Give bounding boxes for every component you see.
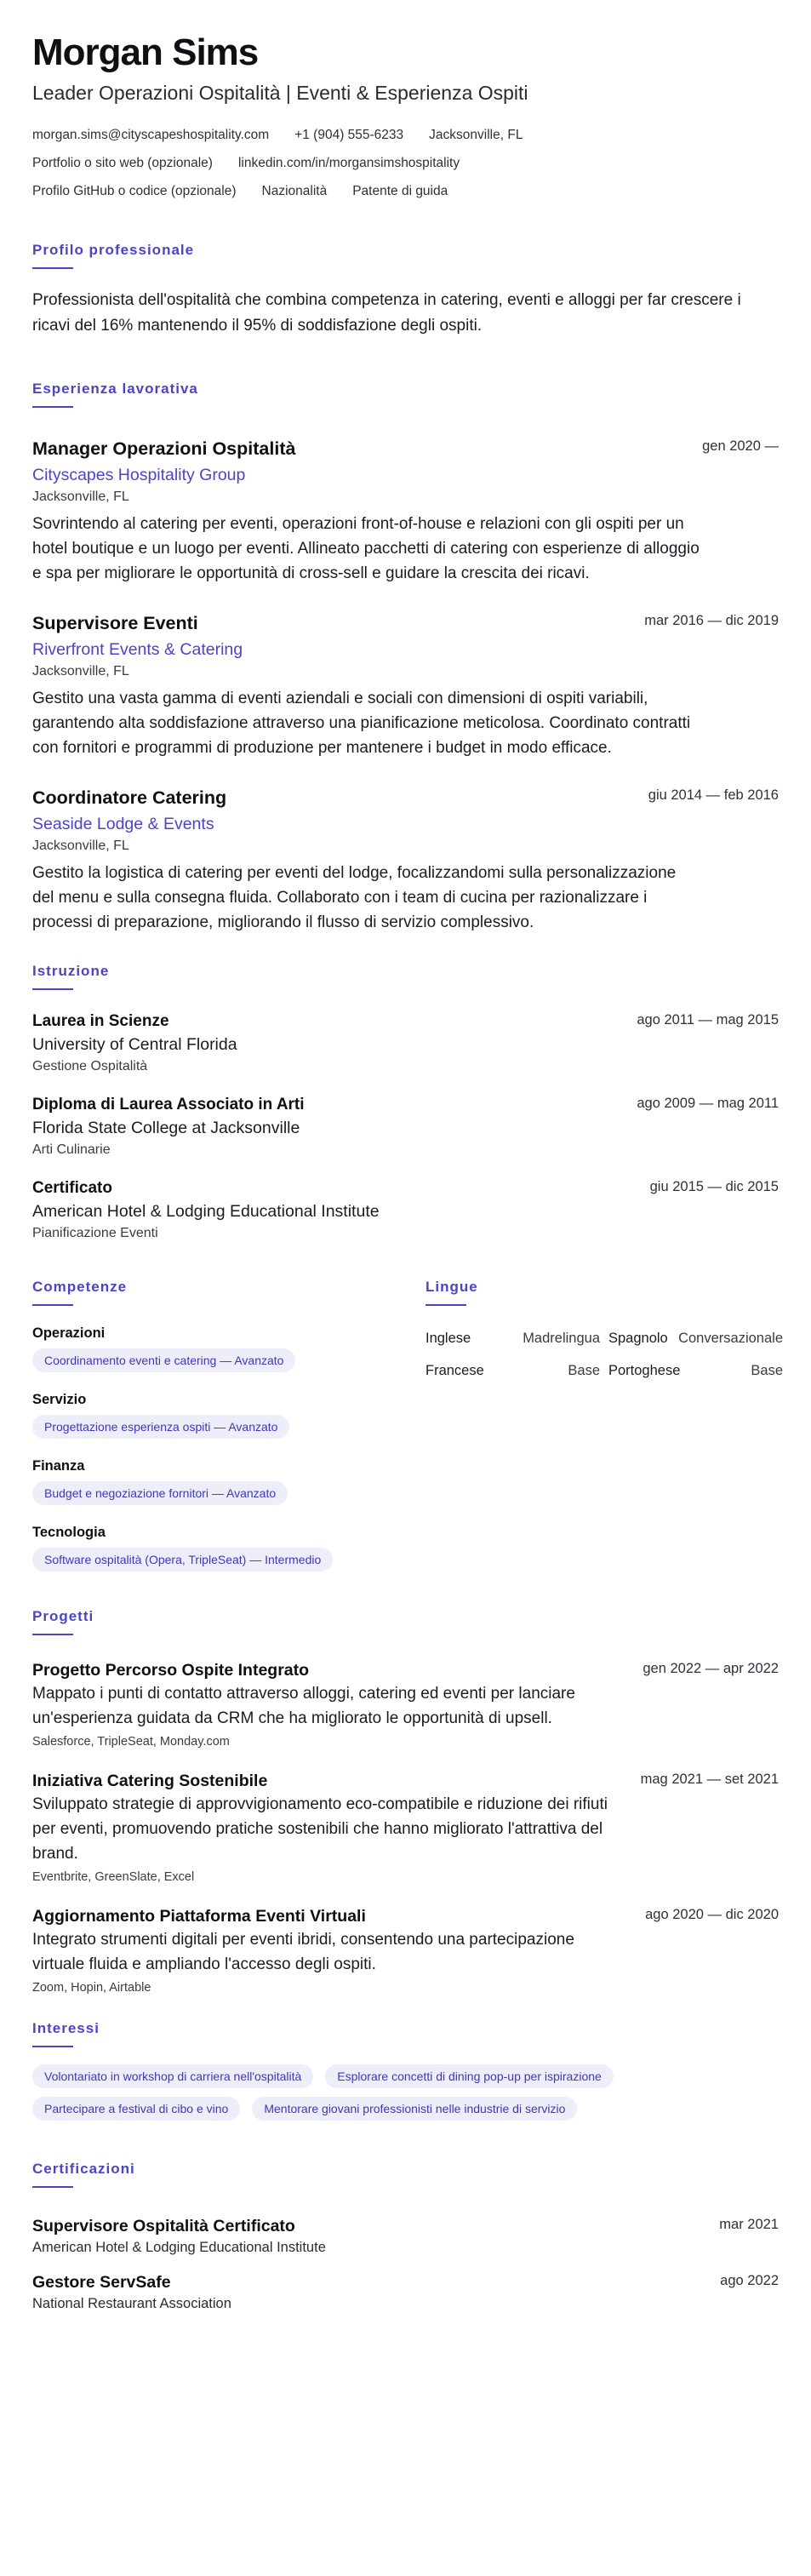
job-location: Jacksonville, FL <box>32 839 129 853</box>
project-dates: gen 2022 — apr 2022 <box>643 1661 779 1676</box>
job-title: Coordinatore Catering <box>32 787 227 808</box>
interest-chip: Volontariato in workshop di carriera nell'ospitalità <box>32 2064 313 2088</box>
skill-category: Finanza <box>32 1458 85 1474</box>
summary-heading: Profilo professionale <box>32 241 779 269</box>
job-dates: giu 2014 — feb 2016 <box>648 787 779 803</box>
language-level: Madrelingua <box>523 1331 600 1346</box>
contact-linkedin[interactable]: linkedin.com/in/morgansimshospitality <box>237 156 460 170</box>
company-name: Riverfront Events & Catering <box>32 640 243 659</box>
language-item <box>425 1360 608 1381</box>
education-list <box>32 1010 779 1244</box>
education-heading: Istruzione <box>32 962 779 990</box>
field-of-study: Gestione Ospitalità <box>32 1059 148 1073</box>
contact-location: Jacksonville, FL <box>429 128 523 142</box>
skill-group <box>32 1323 425 1372</box>
job-description: Sovrintendo al catering per eventi, operazioni front-of-house e relazioni con gli ospiti per un hotel boutique e un luogo per eventi. Allineato pacchetti di catering con esperienze di alloggio e spa per migliorare le opportunità di cross-sell e guidare la crescita dei ricavi. <box>32 515 700 582</box>
language-name: Inglese <box>425 1331 471 1346</box>
interest-chip: Mentorare giovani professionisti nelle industrie di servizio <box>252 2097 577 2121</box>
interests-heading: Interessi <box>32 2019 779 2047</box>
contact-phone[interactable]: +1 (904) 555-6233 <box>294 128 404 142</box>
projects-heading: Progetti <box>32 1607 779 1635</box>
skill-group <box>32 1389 425 1439</box>
education-dates: ago 2009 — mag 2011 <box>637 1096 779 1111</box>
certification-issuer: American Hotel & Lodging Educational Institute <box>32 2240 326 2255</box>
skill-chip: Progettazione esperienza ospiti — Avanzato <box>32 1415 289 1439</box>
skills-section <box>32 1278 425 1571</box>
certification-date: mar 2021 <box>719 2217 779 2232</box>
languages-heading: Lingue <box>425 1278 779 1306</box>
project-item <box>32 1905 779 1997</box>
skill-group <box>32 1456 425 1505</box>
certification-name: Supervisore Ospitalità Certificato <box>32 2217 295 2235</box>
candidate-name: Morgan Sims <box>32 31 259 73</box>
certifications-list <box>32 2215 779 2314</box>
education-item <box>32 1010 779 1077</box>
certification-issuer: National Restaurant Association <box>32 2296 231 2311</box>
job-title: Manager Operazioni Ospitalità <box>32 438 296 459</box>
language-level: Base <box>751 1363 783 1378</box>
certification-date: ago 2022 <box>720 2273 779 2288</box>
school-name: American Hotel & Lodging Educational Institute <box>32 1202 380 1221</box>
job-dates: mar 2016 — dic 2019 <box>644 613 779 628</box>
project-tools: Salesforce, TripleSeat, Monday.com <box>32 1735 230 1749</box>
job-title: Supervisore Eventi <box>32 613 198 633</box>
contact-info <box>32 121 577 205</box>
contact-github[interactable]: Profilo GitHub o codice (opzionale) <box>32 184 237 198</box>
certification-name: Gestore ServSafe <box>32 2273 171 2292</box>
certification-item <box>32 2215 779 2258</box>
summary-text: Professionista dell'ospitalità che combina competenza in catering, eventi e alloggi per far crescere i ricavi del 16% mantenendo il 95% di soddisfazione degli ospiti. <box>32 291 741 335</box>
degree-title: Certificato <box>32 1179 112 1197</box>
project-item <box>32 1770 779 1886</box>
degree-title: Laurea in Scienze <box>32 1012 169 1030</box>
contact-nationality: Nazionalità <box>261 184 328 198</box>
field-of-study: Pianificazione Eventi <box>32 1226 158 1240</box>
skill-category: Tecnologia <box>32 1525 106 1540</box>
project-tools: Zoom, Hopin, Airtable <box>32 1981 151 1995</box>
job-location: Jacksonville, FL <box>32 489 129 504</box>
language-item <box>425 1328 608 1348</box>
project-item <box>32 1659 779 1751</box>
experience-item <box>32 437 779 586</box>
project-dates: ago 2020 — dic 2020 <box>645 1907 779 1922</box>
job-location: Jacksonville, FL <box>32 664 129 678</box>
project-name: Iniziativa Catering Sostenibile <box>32 1772 268 1790</box>
language-item <box>608 1360 791 1381</box>
candidate-headline: Leader Operazioni Ospitalità | Eventi & Esperienza Ospiti <box>32 82 528 104</box>
languages-section <box>425 1278 783 1571</box>
project-name: Progetto Percorso Ospite Integrato <box>32 1661 310 1680</box>
language-item <box>608 1328 791 1348</box>
education-item <box>32 1177 779 1244</box>
language-level: Conversazionale <box>678 1331 783 1346</box>
skill-chip: Software ospitalità (Opera, TripleSeat) — Intermedio <box>32 1548 333 1571</box>
interest-chip: Partecipare a festival di cibo e vino <box>32 2097 240 2121</box>
project-tools: Eventbrite, GreenSlate, Excel <box>32 1870 195 1884</box>
languages-grid <box>425 1328 783 1381</box>
education-item <box>32 1094 779 1160</box>
education-dates: giu 2015 — dic 2015 <box>649 1179 779 1194</box>
skill-chip: Coordinamento eventi e catering — Avanzato <box>32 1348 295 1372</box>
company-name: Cityscapes Hospitality Group <box>32 466 246 484</box>
contact-portfolio[interactable]: Portfolio o sito web (opzionale) <box>32 156 213 170</box>
skills-languages-row <box>32 1278 783 1571</box>
experience-item <box>32 786 779 935</box>
language-name: Francese <box>425 1363 484 1378</box>
project-description: Mappato i punti di contatto attraverso alloggi, catering ed eventi per lanciare un'esperienza guidata da CRM che ha migliorato le opportunità di upsell. <box>32 1685 575 1727</box>
project-dates: mag 2021 — set 2021 <box>640 1772 779 1787</box>
language-name: Portoghese <box>608 1363 681 1378</box>
skill-group <box>32 1522 425 1571</box>
project-description: Sviluppato strategie di approvvigionamento eco-compatibile e riduzione dei rifiuti per eventi, promuovendo pratiche sostenibili che hanno migliorato l'attrattiva del brand. <box>32 1795 608 1863</box>
skills-heading: Competenze <box>32 1278 425 1306</box>
company-name: Seaside Lodge & Events <box>32 815 214 833</box>
degree-title: Diploma di Laurea Associato in Arti <box>32 1096 305 1113</box>
contact-email[interactable]: morgan.sims@cityscapeshospitality.com <box>32 128 270 142</box>
job-description: Gestito una vasta gamma di eventi aziendali e sociali con dimensioni di ospiti variabili, garantendo alta soddisfazione attraverso una pianificazione meticolosa. Coordinato contratti con fornitori e programmi di produzione per mantenere i budget in modo efficace. <box>32 690 691 757</box>
school-name: Florida State College at Jacksonville <box>32 1119 300 1137</box>
skill-chip: Budget e negoziazione fornitori — Avanzato <box>32 1481 288 1505</box>
project-description: Integrato strumenti digitali per eventi ibridi, consentendo una partecipazione virtuale fluida e ampliando l'accesso degli ospiti. <box>32 1931 574 1973</box>
contact-driving-license: Patente di guida <box>352 184 448 198</box>
experience-item <box>32 611 779 760</box>
job-dates: gen 2020 — <box>702 438 779 454</box>
projects-list <box>32 1659 779 1997</box>
certification-item <box>32 2271 779 2314</box>
experience-heading: Esperienza lavorativa <box>32 380 779 408</box>
project-name: Aggiornamento Piattaforma Eventi Virtuali <box>32 1907 366 1926</box>
field-of-study: Arti Culinarie <box>32 1142 111 1157</box>
skill-category: Operazioni <box>32 1325 106 1341</box>
skill-category: Servizio <box>32 1392 87 1407</box>
education-dates: ago 2011 — mag 2015 <box>637 1012 779 1028</box>
job-description: Gestito la logistica di catering per eventi del lodge, focalizzandomi sulla personalizzazione del menu e sulla consegna fluida. Collaborato con i team di cucina per razionalizzare i processi di preparazione, migliorando il flusso di servizio complessivo. <box>32 864 677 931</box>
certifications-heading: Certificazioni <box>32 2160 779 2188</box>
interest-chip: Esplorare concetti di dining pop-up per ispirazione <box>325 2064 614 2088</box>
language-name: Spagnolo <box>608 1331 668 1346</box>
experience-list <box>32 437 779 935</box>
interests-list <box>32 2064 713 2121</box>
language-level: Base <box>568 1363 600 1378</box>
school-name: University of Central Florida <box>32 1035 237 1054</box>
